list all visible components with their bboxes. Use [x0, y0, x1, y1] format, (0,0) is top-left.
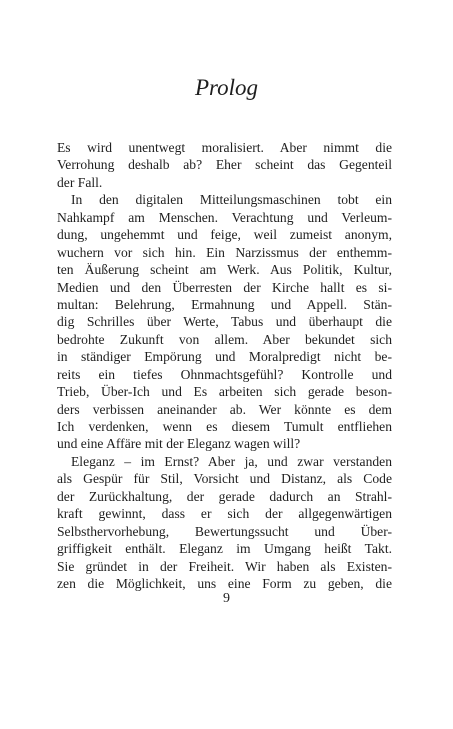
text-line: der Zurückhaltung, der gerade dadurch an Strahl- [57, 488, 392, 504]
text-line: ten Äußerung scheint am Werk. Aus Politik, Kultur, [57, 262, 392, 278]
text-line: Selbsthervorhebung, Bewertungssucht und Über- [57, 523, 392, 539]
chapter-title: Prolog [194, 75, 259, 100]
text-line: Nahkampf am Menschen. Verachtung und Verleum- [57, 209, 392, 225]
text-line: zen die Möglichkeit, uns eine Form zu geben, die [57, 575, 392, 591]
text-line: griffigkeit enthält. Eleganz im Umgang heißt Takt. [57, 541, 392, 557]
text-line: und eine Affäre mit der Eleganz wagen will? [57, 436, 301, 452]
text-line: multan: Belehrung, Ermahnung und Appell. Stän- [57, 296, 392, 312]
text-line: in ständiger Empörung und Moralpredigt nicht be- [57, 349, 392, 365]
text-line: bedrohte Zukunft von allem. Aber bekundet sich [57, 331, 392, 347]
text-line: Ich verdenken, wenn es diesem Tumult entfliehen [57, 419, 392, 434]
body-text [57, 139, 392, 592]
text-line: kraft gewinnt, dass er sich der allgegenwärtigen [57, 506, 392, 522]
text-line: Sie gründet in der Freiheit. Wir haben als Existen- [57, 558, 392, 574]
page-number: 9 [223, 591, 230, 606]
text-line: ders verbissen aneinander ab. Wer könnte es dem [57, 401, 392, 417]
text-line: Es wird unentwegt moralisiert. Aber nimmt die [57, 140, 392, 155]
text-line: Verrohung deshalb ab? Eher scheint das Gegenteil [57, 157, 392, 173]
text-line: wuchern vor sich hin. Ein Narzissmus der enthemm- [57, 244, 392, 260]
text-line: Eleganz – im Ernst? Aber ja, und zwar verstanden [71, 453, 392, 469]
text-line: als Gespür für Stil, Vorsicht und Distanz, als Code [57, 471, 392, 487]
text-line: Trieb, Über-Ich und Es arbeiten sich gerade beson- [57, 384, 392, 400]
text-line: In den digitalen Mitteilungsmaschinen tobt ein [71, 192, 392, 208]
text-line: dig Schrilles über Werte, Tabus und überhaupt die [57, 314, 392, 330]
text-line: Medien und den Überresten der Kirche hallt es si- [57, 279, 392, 295]
text-line: dung, ungehemmt und feige, weil zumeist anonym, [57, 227, 392, 243]
text-line: reits ein tiefes Ohnmachtsgefühl? Kontrolle und [57, 366, 392, 382]
text-line: der Fall. [57, 174, 103, 190]
